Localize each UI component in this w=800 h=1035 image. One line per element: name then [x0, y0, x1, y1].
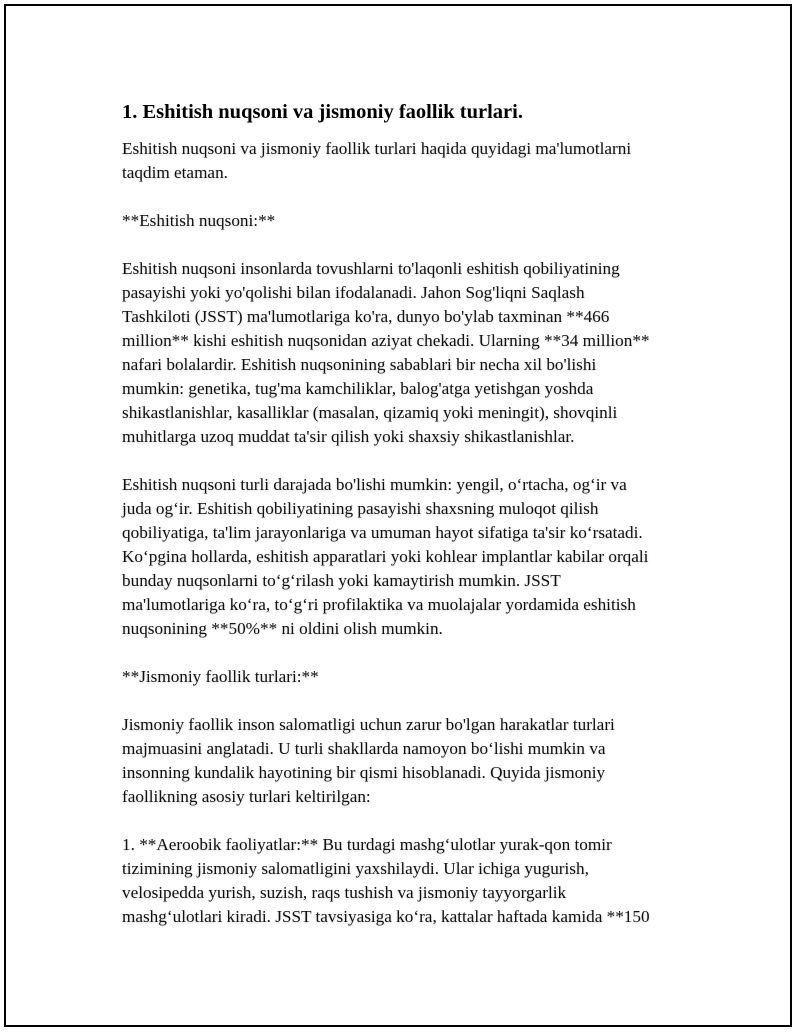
text-line: Koʻpgina hollarda, eshitish apparatlari yoki kohlear implantlar kabilar orqali: [122, 547, 649, 566]
hearing-paragraph-1: [122, 257, 697, 449]
text-line: mashgʻulotlari kiradi. JSST tavsiyasiga koʻra, kattalar haftada kamida **150: [122, 907, 650, 926]
text-line: Eshitish nuqsoni turli darajada bo'lishi mumkin: yengil, oʻrtacha, ogʻir va: [122, 475, 627, 494]
text-line: shikastlanishlar, kasalliklar (masalan, qizamiq yoki meningit), shovqinli: [122, 403, 618, 422]
text-line: ma'lumotlariga koʻra, toʻgʻri profilaktika va muolajalar yordamida eshitish: [122, 595, 636, 614]
text-line: **Eshitish nuqsoni:**: [122, 211, 276, 230]
activity-section-heading: [122, 665, 697, 689]
text-line: insonning kundalik hayotining bir qismi hisoblanadi. Quyida jismoniy: [122, 763, 606, 782]
text-line: mumkin: genetika, tug'ma kamchiliklar, balog'atga yetishgan yoshda: [122, 379, 594, 398]
text-line: faollikning asosiy turlari keltirilgan:: [122, 787, 371, 806]
text-line: tizimining jismoniy salomatligini yaxshilaydi. Ular ichiga yugurish,: [122, 859, 589, 878]
text-line: Eshitish nuqsoni insonlarda tovushlarni to'laqonli eshitish qobiliyatining: [122, 259, 620, 278]
activity-paragraph-1: [122, 713, 697, 809]
text-line: Jismoniy faollik inson salomatligi uchun zarur bo'lgan harakatlar turlari: [122, 715, 615, 734]
text-line: taqdim etaman.: [122, 163, 228, 182]
text-line: velosipedda yurish, suzish, raqs tushish va jismoniy tayyorgarlik: [122, 883, 567, 902]
text-line: nafari bolalardir. Eshitish nuqsonining sabablari bir necha xil bo'lishi: [122, 355, 597, 374]
text-line: muhitlarga uzoq muddat ta'sir qilish yoki shaxsiy shikastlanishlar.: [122, 427, 575, 446]
text-line: Eshitish nuqsoni va jismoniy faollik turlari haqida quyidagi ma'lumotlarni: [122, 139, 632, 158]
text-line: **Jismoniy faollik turlari:**: [122, 667, 319, 686]
text-line: 1. **Aeroobik faoliyatlar:** Bu turdagi mashgʻulotlar yurak-qon tomir: [122, 835, 612, 854]
text-line: qobiliyatiga, ta'lim jarayonlariga va umuman hayot sifatiga ta'sir koʻrsatadi.: [122, 523, 643, 542]
text-line: nuqsonining **50%** ni oldini olish mumkin.: [122, 619, 443, 638]
page-frame: [4, 4, 792, 1027]
text-line: bunday nuqsonlarni toʻgʻrilash yoki kamaytirish mumkin. JSST: [122, 571, 561, 590]
text-line: majmuasini anglatadi. U turli shakllarda namoyon boʻlishi mumkin va: [122, 739, 606, 758]
intro-paragraph: [122, 137, 697, 185]
hearing-paragraph-2: [122, 473, 697, 641]
activity-list-item-1: [122, 833, 697, 929]
text-line: juda ogʻir. Eshitish qobiliyatining pasayishi shaxsning muloqot qilish: [122, 499, 599, 518]
document-title: 1. Eshitish nuqsoni va jismoniy faollik turlari.: [122, 101, 523, 123]
hearing-section-heading: [122, 209, 697, 233]
text-line: pasayishi yoki yo'qolishi bilan ifodalanadi. Jahon Sog'liqni Saqlash: [122, 283, 585, 302]
text-line: million** kishi eshitish nuqsonidan aziyat chekadi. Ularning **34 million**: [122, 331, 650, 350]
document-body: [122, 98, 697, 953]
text-line: Tashkiloti (JSST) ma'lumotlariga ko'ra, dunyo bo'ylab taxminan **466: [122, 307, 610, 326]
